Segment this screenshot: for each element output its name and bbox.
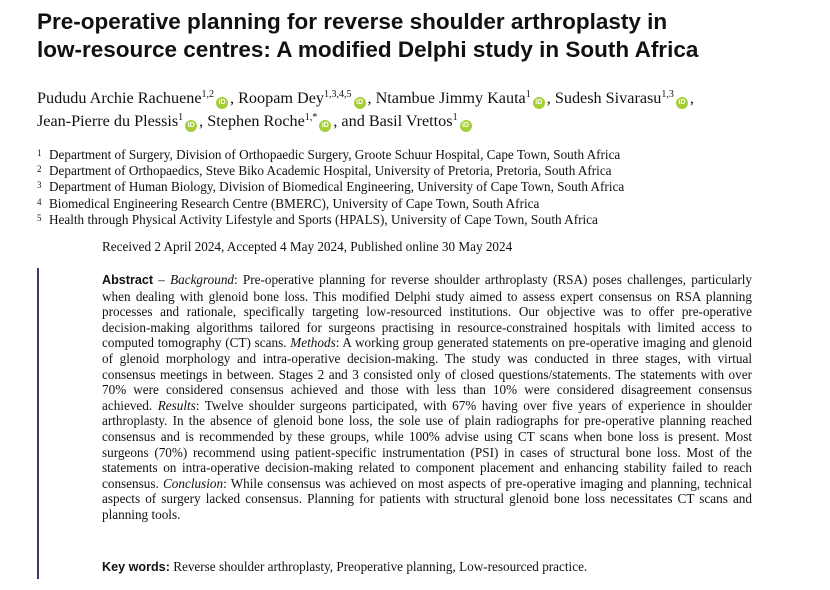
author-sep: , bbox=[199, 112, 208, 130]
author-affil-sup: 1 bbox=[525, 89, 531, 100]
affiliation-item bbox=[37, 146, 817, 162]
author-sep: , bbox=[689, 89, 694, 107]
orcid-icon[interactable]: iD bbox=[533, 97, 545, 109]
affiliation-list bbox=[37, 146, 817, 227]
author-list bbox=[37, 87, 817, 133]
orcid-icon[interactable]: iD bbox=[185, 120, 197, 132]
abstract-side-bar bbox=[37, 268, 39, 579]
affiliation-number: 4 bbox=[37, 196, 42, 207]
author-line bbox=[37, 87, 817, 110]
author-affil-sup: 1 bbox=[178, 112, 184, 123]
orcid-icon[interactable]: iD bbox=[354, 97, 366, 109]
author-name: Stephen Roche bbox=[207, 112, 305, 130]
title-line: Pre-operative planning for reverse shoulder arthroplasty in bbox=[37, 9, 668, 34]
orcid-icon[interactable]: iD bbox=[676, 97, 688, 109]
keywords bbox=[102, 559, 587, 575]
conclusion-text: : While consensus was achieved on most aspects of pre-operative imaging and planning, technical aspects of surgery lacked consensus. Planning for patients with structural glenoid bone loss necessitates CT scans and planning tools. bbox=[102, 475, 752, 522]
author-sep: , bbox=[367, 89, 376, 107]
author-affil-sup: 1,3,4,5 bbox=[324, 89, 352, 100]
author-name: Pududu Archie Rachuene bbox=[37, 89, 202, 107]
author-name: Basil Vrettos bbox=[368, 112, 453, 130]
orcid-icon[interactable]: iD bbox=[319, 120, 331, 132]
affiliation-text: Health through Physical Activity Lifestyle and Sports (HPALS), University of Cape Town, South Africa bbox=[49, 211, 598, 227]
title-line: low-resource centres: A modified Delphi study in South Africa bbox=[37, 37, 699, 62]
methods-label: Methods bbox=[290, 335, 336, 351]
affiliation-text: Department of Surgery, Division of Orthopaedic Surgery, Groote Schuur Hospital, Cape Town, South Africa bbox=[49, 147, 621, 162]
author-sep: , and bbox=[333, 112, 369, 130]
paper-title bbox=[37, 8, 817, 64]
abstract-dash: – bbox=[153, 272, 171, 287]
affiliation-number: 2 bbox=[37, 164, 42, 175]
author-affil-sup: 1,* bbox=[304, 112, 318, 123]
abstract bbox=[102, 272, 752, 523]
author-sep: , bbox=[546, 89, 555, 107]
affiliation-item bbox=[37, 162, 817, 178]
affiliation-number: 1 bbox=[37, 148, 42, 158]
affiliation-item bbox=[37, 211, 817, 227]
author-line bbox=[37, 110, 817, 133]
author-name: Jean-Pierre du Plessis bbox=[37, 112, 179, 130]
background-label: Background bbox=[170, 272, 235, 287]
affiliation-item bbox=[37, 178, 817, 194]
affiliation-text: Biomedical Engineering Research Centre (BMERC), University of Cape Town, South Africa bbox=[49, 195, 540, 211]
author-name: Ntambue Jimmy Kauta bbox=[375, 89, 526, 107]
conclusion-label: Conclusion bbox=[163, 475, 224, 491]
affiliation-text: Department of Orthopaedics, Steve Biko Academic Hospital, University of Pretoria, Pretoria, South Africa bbox=[49, 163, 612, 179]
results-label: Results bbox=[157, 397, 196, 413]
methods-text: : A working group generated statements on pre-operative imaging and glenoid of glenoid morphology and intra-operative decision-making. The study was conducted in three stages, with virtual consensus meetings in between. Stages 2 and 3 consisted only of closed questions/statements. The statements with over 70% were considered consensus achieved and those with less than 10% were considered disagreement consensus achieved. bbox=[102, 335, 752, 413]
author-sep: , bbox=[230, 89, 239, 107]
affiliation-item bbox=[37, 195, 817, 211]
keywords-label: Key words: bbox=[102, 560, 170, 574]
keywords-text: Reverse shoulder arthroplasty, Preoperative planning, Low-resourced practice. bbox=[169, 559, 588, 574]
affiliation-number: 5 bbox=[37, 212, 42, 223]
orcid-icon[interactable]: iD bbox=[216, 97, 228, 109]
author-affil-sup: 1,3 bbox=[661, 89, 674, 100]
affiliation-number: 3 bbox=[37, 180, 42, 191]
results-text: : Twelve shoulder surgeons participated, with 67% having over five years of experience in shoulder arthroplasty. In the absence of glenoid bone loss, the sole use of plain radiographs for pre-operative planning reached consensus and is recommended by these groups, while 100% advise using CT scans when bone loss is present. Most surgeons (70%) recommend using patient-specific instrumentation (PSI) in cases of structural bone loss. Most of the statements on intra-operative decision-making related to component placement and enhancing stability failed to reach consensus. bbox=[102, 397, 752, 491]
author-affil-sup: 1 bbox=[452, 112, 458, 123]
background-text: : Pre-operative planning for reverse shoulder arthroplasty (RSA) poses challenges, particularly when dealing with glenoid bone loss. This modified Delphi study aimed to assess expert consensus on RSA planning processes and rationale, specifically targeting low-resourced institutions. Our objective was to offer pre-operative decision-making algorithms tailored for surgeons practising in resource-constrained hospitals with limited access to computed tomography (CT) scans. bbox=[102, 272, 753, 351]
publication-dates: Received 2 April 2024, Accepted 4 May 2024, Published online 30 May 2024 bbox=[102, 239, 513, 254]
orcid-icon[interactable]: iD bbox=[460, 120, 472, 132]
affiliation-text: Department of Human Biology, Division of Biomedical Engineering, University of Cape Town, South Africa bbox=[49, 179, 625, 195]
author-name: Roopam Dey bbox=[238, 89, 324, 107]
abstract-label: Abstract bbox=[102, 273, 154, 287]
author-name: Sudesh Sivarasu bbox=[554, 89, 662, 107]
author-affil-sup: 1,2 bbox=[201, 89, 215, 100]
